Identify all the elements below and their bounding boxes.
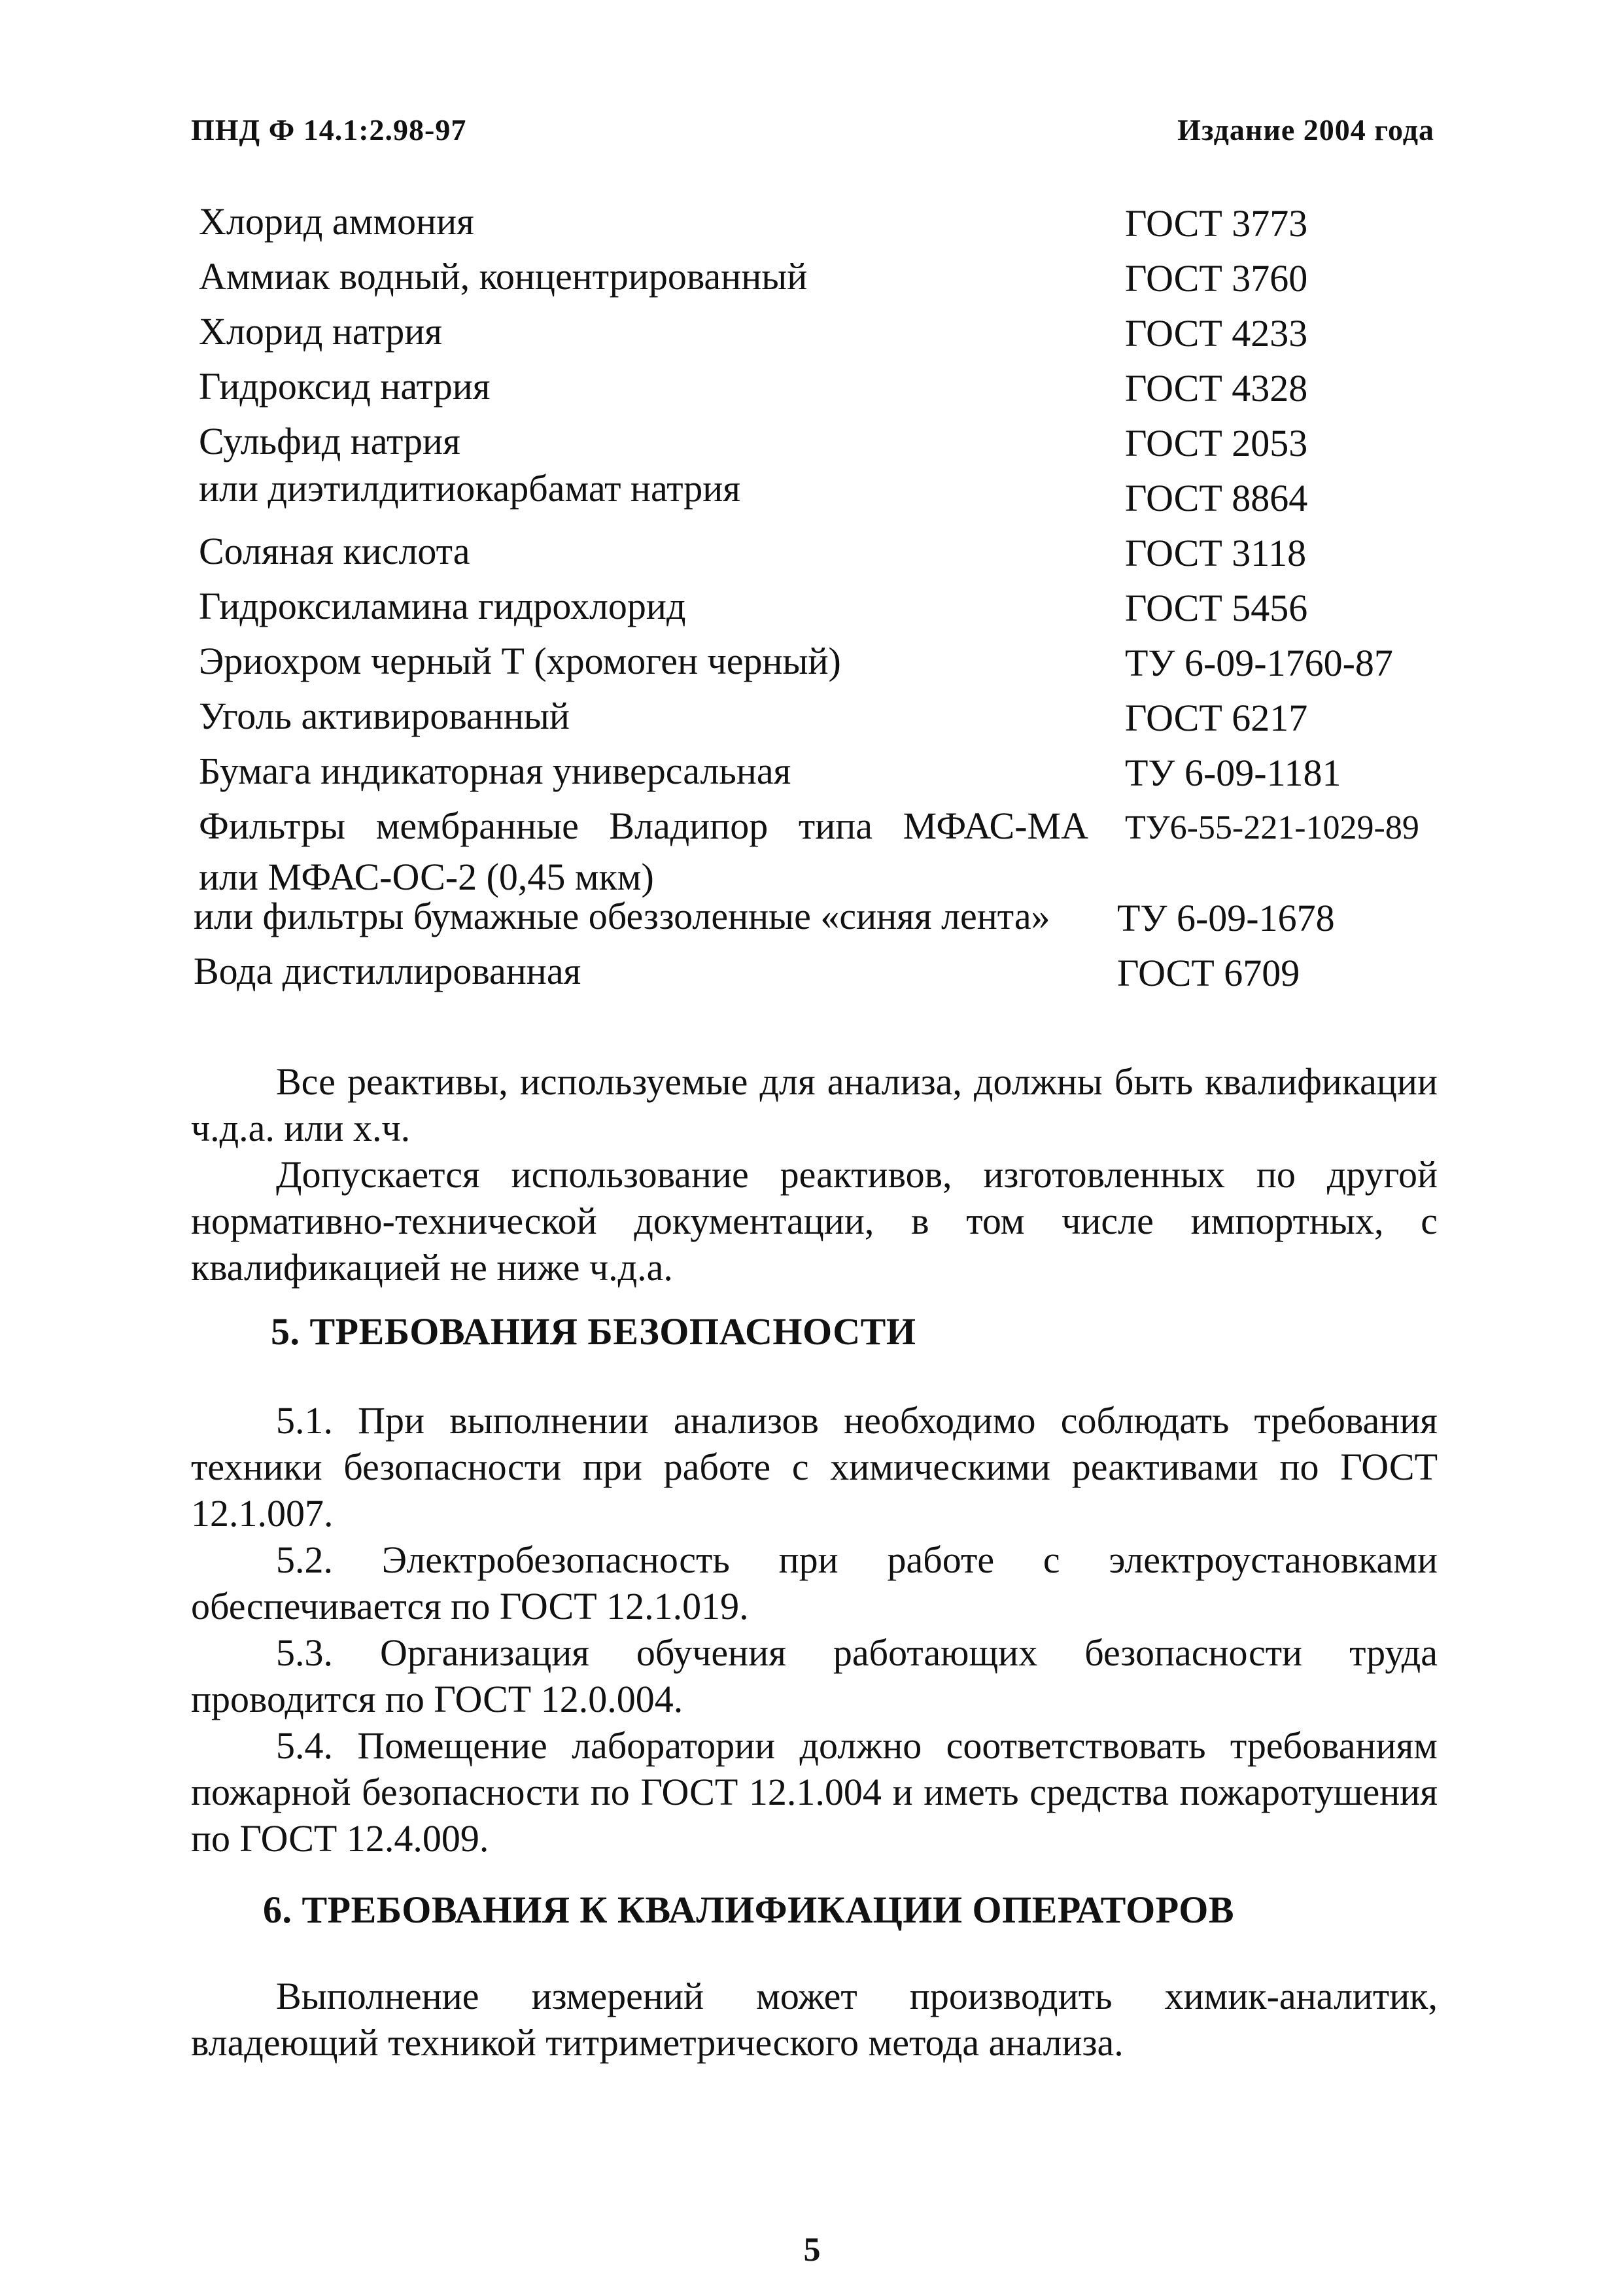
reagent-row <box>194 691 1436 746</box>
edition-label: Издание 2004 года <box>1177 113 1434 147</box>
reagent-name: Вода дистиллированная <box>194 950 581 992</box>
reagent-row <box>194 891 1436 946</box>
section-5-item-3: 5.3. Организация обучения работающих безопасности труда проводится по ГОСТ 12.0.004. <box>191 1631 1438 1720</box>
document-code: ПНД Ф 14.1:2.98-97 <box>191 113 467 147</box>
reagent-name-line2: или МФАС-ОС-2 (0,45 мкм) <box>199 856 654 898</box>
reagent-standard: ТУ 6-09-1181 <box>1125 752 1341 794</box>
reagent-standard: ГОСТ 6709 <box>1117 952 1300 994</box>
reagent-standard: ГОСТ 5456 <box>1125 587 1308 629</box>
note-alternative-reagents: Допускается использование реактивов, изготовленных по другой нормативно-технической документации, в том числе импортных, с квалификацией не ниже ч.д.а. <box>191 1153 1438 1289</box>
reagent-name: Соляная кислота <box>199 530 470 572</box>
reagent-row <box>194 306 1436 361</box>
reagent-name: Эриохром черный Т (хромоген черный) <box>199 640 841 682</box>
section-5-item-1: 5.1. При выполнении анализов необходимо соблюдать требования техники безопасности при работе с химическими реактивами по ГОСТ 12.1.007. <box>191 1399 1438 1535</box>
section-5-item-2: 5.2. Электробезопасность при работе с электроустановками обеспечивается по ГОСТ 12.1.019. <box>191 1539 1438 1627</box>
reagent-standard: ТУ 6-09-1760-87 <box>1125 642 1393 684</box>
reagent-name: Бумага индикаторная универсальная <box>199 750 791 792</box>
section-6-text: Выполнение измерений может производить химик-аналитик, владеющий техникой титриметрического метода анализа. <box>191 1975 1438 2064</box>
reagent-standard: ГОСТ 4233 <box>1125 312 1308 355</box>
reagent-row <box>194 946 1436 1001</box>
reagent-row <box>194 636 1436 691</box>
reagent-row <box>194 526 1436 581</box>
reagent-standard: ГОСТ 6217 <box>1125 697 1308 739</box>
reagent-standard: ТУ6-55-221-1029-89 <box>1125 809 1419 846</box>
reagent-row <box>194 251 1436 306</box>
reagent-row <box>194 196 1436 251</box>
reagent-standard: ТУ 6-09-1678 <box>1117 897 1335 939</box>
page-number: 5 <box>803 2231 821 2269</box>
reagent-standard: ГОСТ 4328 <box>1125 367 1308 409</box>
reagent-name: или фильтры бумажные обеззоленные «синяя лента» <box>194 895 1050 937</box>
reagent-name <box>199 801 1088 903</box>
note-qualification: Все реактивы, используемые для анализа, должны быть квалификации ч.д.а. или х.ч. <box>191 1060 1438 1149</box>
reagent-standard: ГОСТ 2053 <box>1125 422 1308 464</box>
reagent-row <box>194 361 1436 416</box>
reagent-name-line1: Фильтры мембранные Владипор типа МФАС-МА <box>199 805 1088 847</box>
reagent-standard: ГОСТ 3760 <box>1125 257 1308 300</box>
reagent-row <box>194 746 1436 801</box>
reagent-name: Хлорид натрия <box>199 310 442 353</box>
reagent-standard: ГОСТ 3118 <box>1125 532 1307 574</box>
reagent-name: Аммиак водный, концентрированный <box>199 255 808 298</box>
reagent-name: или диэтилдитиокарбамат натрия <box>199 467 740 510</box>
reagent-name: Гидроксиламина гидрохлорид <box>199 585 686 627</box>
reagent-row <box>194 467 1436 526</box>
section-6-heading: 6. ТРЕБОВАНИЯ К КВАЛИФИКАЦИИ ОПЕРАТОРОВ <box>263 1888 1235 1931</box>
reagent-name: Гидроксид натрия <box>199 365 491 408</box>
reagent-name: Хлорид аммония <box>199 200 474 243</box>
reagent-standard: ГОСТ 3773 <box>1125 202 1308 245</box>
reagent-name: Уголь активированный <box>199 695 570 737</box>
reagent-standard: ГОСТ 8864 <box>1125 477 1308 519</box>
reagents-list <box>194 196 1436 1001</box>
section-5-item-4: 5.4. Помещение лаборатории должно соответствовать требованиям пожарной безопасности по ГОСТ 12.1.004 и иметь средства пожаротушения по ГОСТ 12.4.009. <box>191 1724 1438 1860</box>
reagent-row <box>194 581 1436 636</box>
section-5-heading: 5. ТРЕБОВАНИЯ БЕЗОПАСНОСТИ <box>271 1310 916 1353</box>
reagent-name: Сульфид натрия <box>199 420 460 462</box>
